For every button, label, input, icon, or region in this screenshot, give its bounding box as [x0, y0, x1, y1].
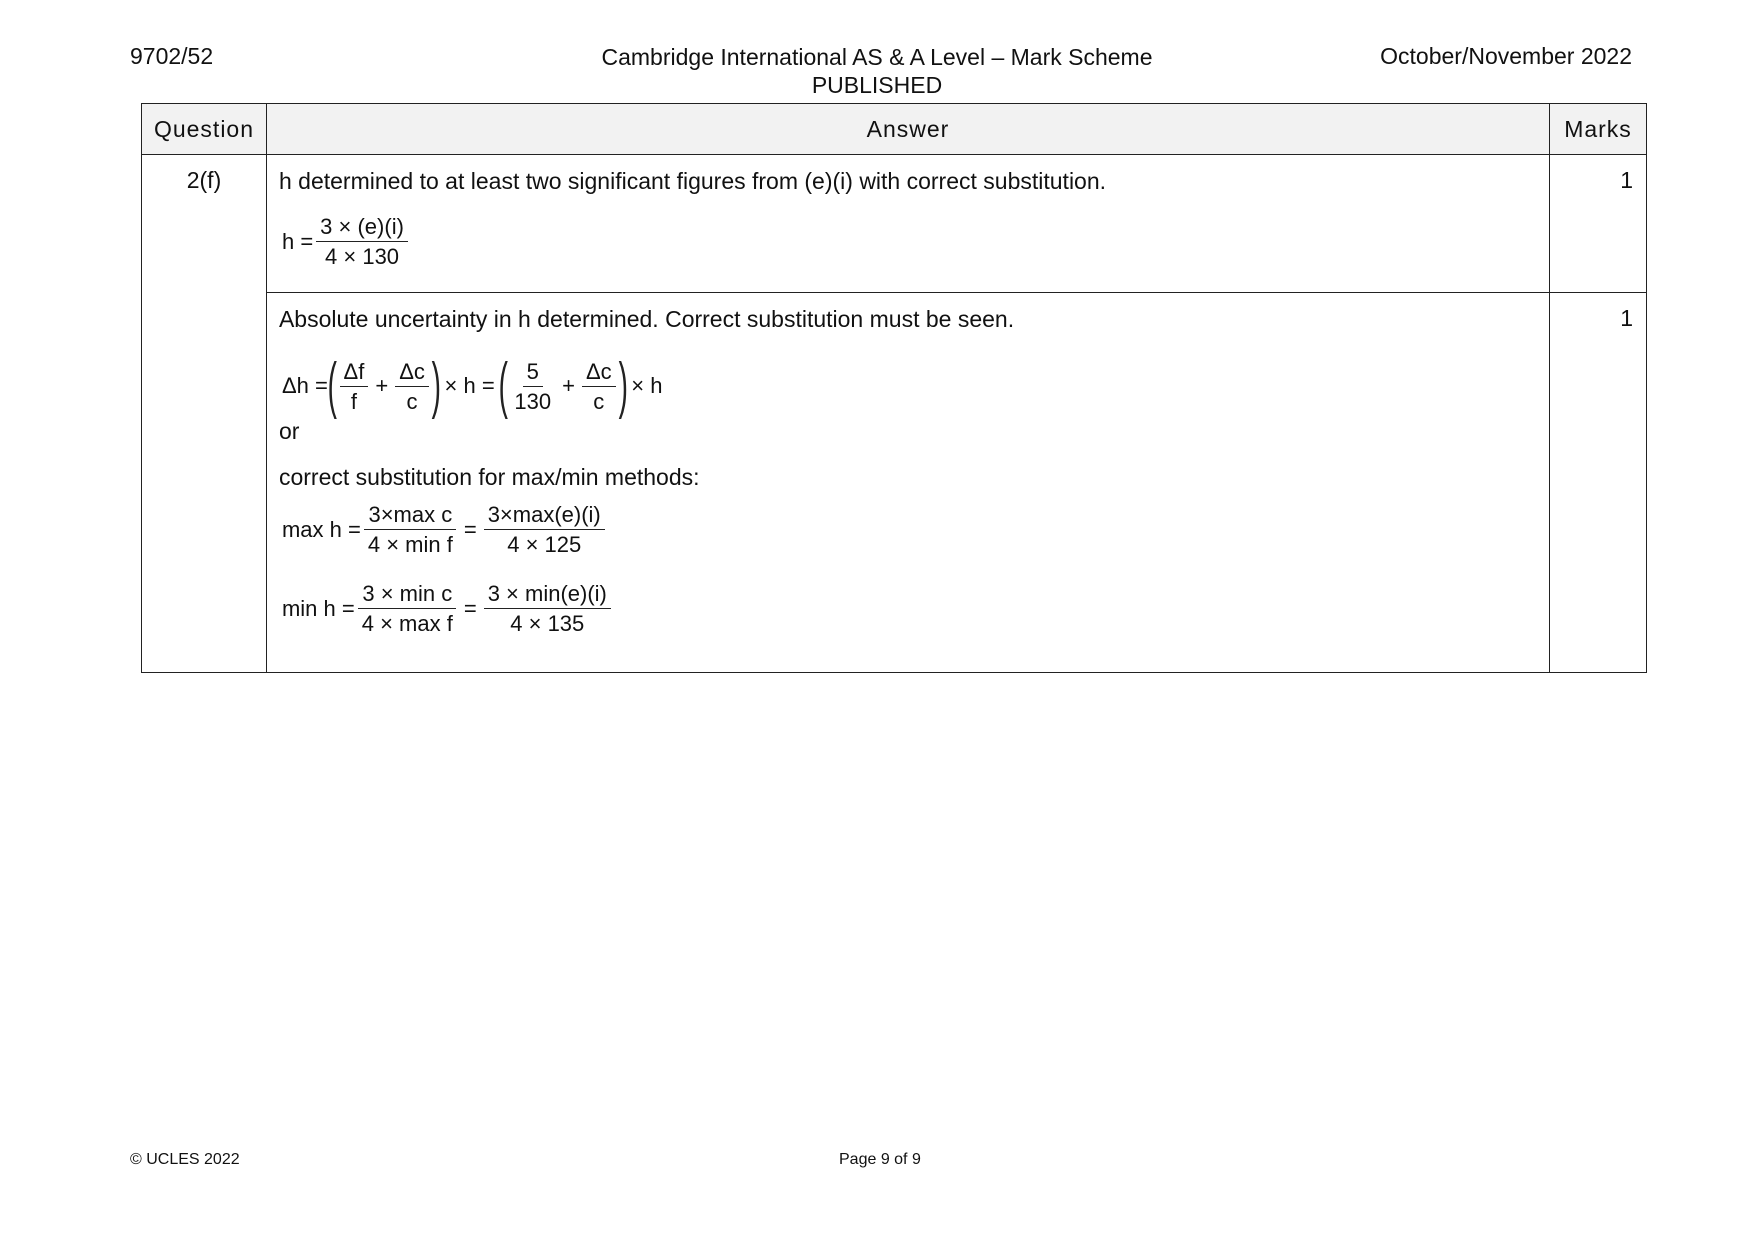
formula-middle: × h = [444, 373, 495, 398]
column-header-question: Question [142, 104, 267, 155]
answer-text: h determined to at least two significant figures from (e)(i) with correct substitution. [278, 168, 1107, 194]
formula-lhs: min h = [281, 595, 355, 621]
numerator: 3×max(e)(i) [484, 501, 605, 530]
table-header-row [142, 104, 1647, 155]
denominator: 4 × 135 [510, 611, 585, 636]
fraction [510, 358, 555, 415]
denominator: c [593, 388, 605, 414]
fraction [484, 501, 605, 558]
question-number: 2(f) [142, 155, 267, 673]
formula-lhs: max h = [281, 516, 361, 542]
max-h-formula [282, 501, 1537, 558]
denominator: c [406, 388, 418, 414]
marks-value: 1 [1550, 293, 1647, 673]
fraction [340, 358, 369, 415]
h-formula [282, 213, 1537, 270]
denominator: 4 × 130 [325, 244, 400, 269]
equals-sign: = [463, 595, 477, 621]
denominator: 130 [514, 388, 552, 414]
answer-cell [266, 293, 1549, 673]
fraction [484, 580, 611, 637]
copyright: © UCLES 2022 [130, 1151, 240, 1168]
mark-scheme-table [141, 103, 1647, 673]
plus-sign: + [562, 373, 575, 398]
numerator: 3 × (e)(i) [316, 213, 408, 242]
fraction [358, 580, 457, 637]
equals-sign: = [463, 516, 477, 542]
denominator: 4 × min f [367, 532, 453, 557]
paper-code: 9702/52 [130, 43, 214, 69]
left-paren: ( [498, 351, 508, 420]
numerator: Δc [582, 358, 616, 387]
table-row [142, 155, 1647, 293]
numerator: Δc [395, 358, 429, 387]
table-row [142, 293, 1647, 673]
plus-sign: + [375, 373, 389, 398]
formula-lhs: Δh = [281, 373, 328, 398]
exam-session: October/November 2022 [1380, 43, 1632, 69]
denominator: f [350, 388, 357, 414]
fraction [316, 213, 408, 270]
uncertainty-formula [281, 351, 1537, 420]
numerator: Δf [340, 358, 369, 387]
min-h-formula [282, 580, 1537, 637]
right-paren: ) [431, 351, 441, 420]
marks-value: 1 [1550, 155, 1647, 293]
numerator: 3×max c [364, 501, 456, 530]
numerator: 3 × min c [358, 580, 456, 609]
numerator: 5 [523, 358, 543, 387]
title-line: Cambridge International AS & A Level – Mark Scheme [601, 44, 1153, 70]
fraction [395, 358, 429, 415]
fraction [364, 501, 457, 558]
answer-text: Absolute uncertainty in h determined. Correct substitution must be seen. [278, 306, 1015, 332]
page-number: Page 9 of 9 [839, 1151, 921, 1168]
right-paren: ) [618, 351, 628, 420]
denominator: 4 × max f [361, 611, 453, 636]
formula-tail: × h [631, 373, 663, 398]
fraction [582, 358, 616, 415]
alt-method-text: correct substitution for max/min methods: [278, 464, 700, 490]
document-title [477, 43, 1277, 99]
or-text: or [278, 418, 300, 444]
denominator: 4 × 125 [507, 532, 582, 557]
answer-cell [266, 155, 1549, 293]
formula-lhs: h = [281, 228, 314, 254]
column-header-answer: Answer [266, 104, 1549, 155]
published-label: PUBLISHED [811, 72, 943, 98]
numerator: 3 × min(e)(i) [484, 580, 611, 609]
left-paren: ( [327, 351, 337, 420]
column-header-marks: Marks [1550, 104, 1647, 155]
